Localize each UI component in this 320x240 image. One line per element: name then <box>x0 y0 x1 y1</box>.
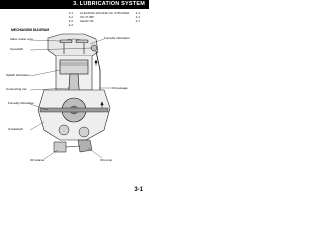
label-oil-pump: Oil pump <box>100 158 113 162</box>
label-splash-lubrication: Splash lubrication <box>6 73 30 77</box>
label-forcedly-lubrication: Forcedly lubrication <box>104 36 131 40</box>
section-heading: MECHANISM DIAGRAM <box>11 28 50 32</box>
label-connecting-rod: Connecting rod <box>6 87 27 91</box>
toc-entry[interactable]: 3-2 <box>68 19 73 23</box>
label-oil-strainer: Oil strainer <box>30 158 45 162</box>
lubrication-diagram <box>0 30 149 190</box>
toc-entry[interactable]: 3-2 <box>68 15 73 19</box>
page-title: 3. LUBRICATION SYSTEM <box>73 1 145 7</box>
toc-right <box>80 11 140 23</box>
piston <box>60 60 88 74</box>
toc-entry-gear-oil[interactable]: GEAR OIL 3-7 <box>80 19 140 23</box>
label-crankshaft: Crankshaft <box>8 127 23 131</box>
toc-left <box>11 11 73 27</box>
label-valve-rocker-arm: Valve rocker arm <box>10 37 33 41</box>
toc-entry-oil-pump[interactable]: OIL PUMP 3-4 <box>80 15 140 19</box>
toc-entry[interactable]: 3-1 <box>68 11 73 15</box>
toc-entry[interactable]: 3-2 <box>68 23 73 27</box>
toc-entry-cleaning-oil-strainer[interactable]: CLEANING ENGINE OIL STRAINER 3-3 <box>80 11 140 15</box>
oil-strainer-and-pump <box>54 140 92 152</box>
header-bar <box>0 0 149 9</box>
label-forcedly-lubrication-2: Forcedly lubrication <box>8 101 35 105</box>
page-number: 3-1 <box>134 187 143 193</box>
label-camshaft: Camshaft <box>10 47 23 51</box>
label-oil-passage: Oil passage <box>112 86 128 90</box>
